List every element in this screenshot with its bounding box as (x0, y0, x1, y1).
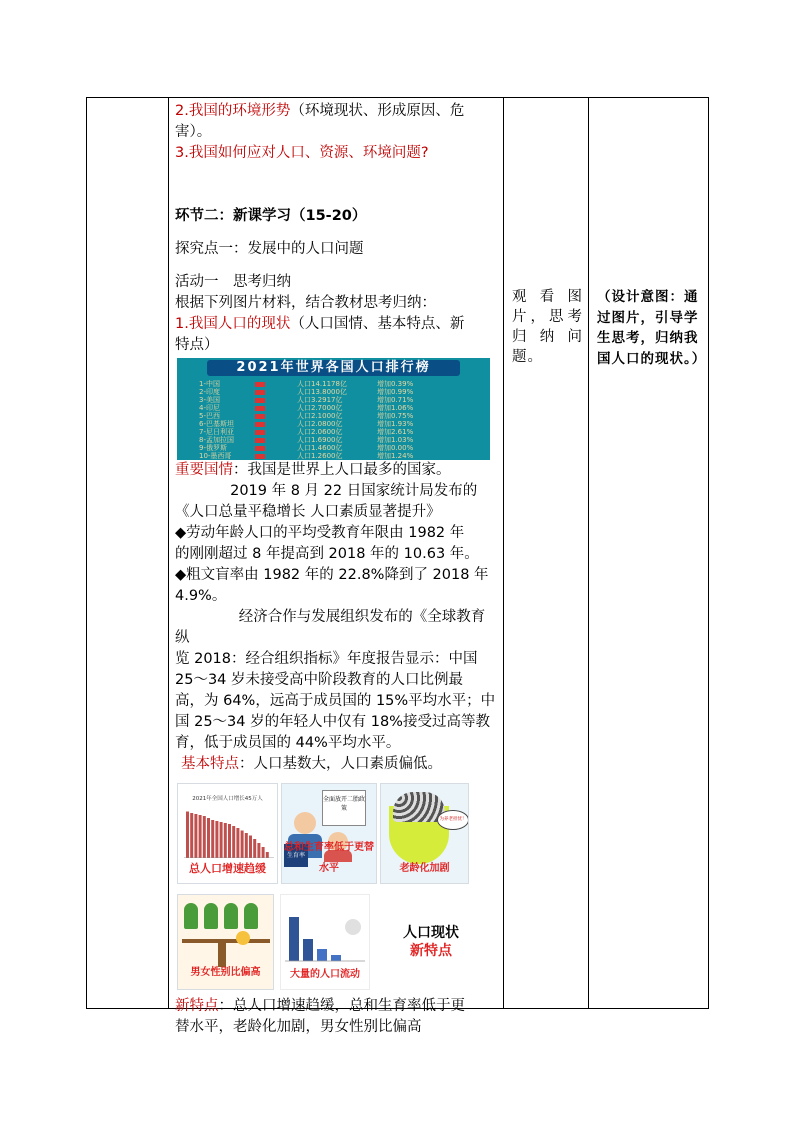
img2-caption: 总和生育率低于更替水平 (284, 842, 374, 874)
growth-bar (211, 820, 214, 858)
basic-feature-text: ：人口基数大，人口素质偏低。 (239, 756, 442, 772)
ranking-name: 3-美国 (199, 396, 220, 404)
ranking-name: 8-孟加拉国 (199, 436, 234, 444)
lesson-plan-table (86, 97, 709, 1035)
ranking-row (177, 444, 490, 452)
national-condition-text: ：我国是世界上人口最多的国家。 (233, 462, 451, 478)
flag-icon (255, 422, 265, 427)
oecd-line-3: 25～34 岁未接受高中阶段教育的人口比例最 (175, 672, 464, 688)
gender-ratio-image (177, 894, 274, 990)
ranking-row (177, 420, 490, 428)
ranking-row (177, 428, 490, 436)
item3-title: 3.我国如何应对人口、资源、环境问题? (175, 145, 429, 161)
ranking-pop: 人口3.2917亿 (297, 396, 343, 404)
ranking-pop: 人口2.1000亿 (297, 412, 343, 420)
growth-bar (249, 836, 252, 859)
ranking-row (177, 388, 490, 396)
growth-bar (245, 833, 248, 858)
growth-bar (190, 813, 193, 858)
ranking-growth: 增加1.06% (377, 404, 414, 412)
growth-bars-graphic (178, 796, 277, 866)
ranking-growth: 增加0.71% (377, 396, 414, 404)
oecd-line-5: 国 25～34 岁的年轻人中仅有 18%接受过高等教 (175, 714, 490, 730)
growth-bar (228, 824, 231, 858)
ranking-row (177, 412, 490, 420)
men-figures-icon (184, 903, 264, 929)
ranking-pop: 人口1.6900亿 (297, 436, 343, 444)
growth-bar (207, 818, 210, 858)
fertility-sign: 生育率 (284, 844, 308, 867)
ranking-pop: 人口2.0800亿 (297, 420, 343, 428)
growth-bar (194, 814, 197, 858)
oecd-line-6: 育，低于成员国的 44%平均水平。 (175, 735, 401, 751)
new-feature-label: 新特点 (175, 998, 219, 1014)
section-title: 环节二：新课学习（15-20） (175, 208, 367, 224)
flag-icon (255, 446, 265, 451)
ranking-name: 1-中国 (199, 380, 220, 388)
ranking-name: 7-尼日利亚 (199, 428, 234, 436)
oecd-line-2: 览 2018：经合组织指标》年度报告显示：中国 (175, 651, 478, 667)
item2-detail: （环境现状、形成原因、危 (290, 103, 465, 119)
ranking-row (177, 436, 490, 444)
flag-icon (255, 414, 265, 419)
flag-icon (255, 438, 265, 443)
growth-bar (186, 812, 189, 859)
ranking-growth: 增加0.00% (377, 444, 414, 452)
ranking-pop: 人口14.1178亿 (297, 380, 347, 388)
flag-icon (255, 406, 265, 411)
ranking-row (177, 396, 490, 404)
population-flow-image (280, 894, 370, 990)
ranking-pop: 人口2.0600亿 (297, 428, 343, 436)
ranking-name: 6-巴基斯坦 (199, 420, 234, 428)
instruction-text: 根据下列图片材料，结合教材思考归纳： (175, 295, 436, 311)
report-line-1: 2019 年 8 月 22 日国家统计局发布的 (230, 483, 478, 499)
ranking-name: 4-印尼 (199, 404, 220, 412)
report-line-2: 《人口总量平稳增长 人口素质显著提升》 (175, 504, 441, 520)
item2-detail-cont: 害）。 (175, 124, 212, 140)
student-activity-cell (504, 98, 589, 1009)
ranking-growth: 增加0.75% (377, 412, 414, 420)
img5-caption: 大量的人口流动 (290, 969, 360, 980)
ranking-growth: 增加1.03% (377, 436, 414, 444)
policy-board: 全面放开二胎政策 (322, 790, 366, 826)
img1-title: 2021年全国人口增长45万人 (192, 796, 263, 802)
growth-bar (224, 823, 227, 858)
flag-icon (255, 398, 265, 403)
new-feature-heading-a: 人口现状 (403, 925, 459, 941)
national-condition-label: 重要国情 (175, 462, 233, 478)
activity-label: 活动一 思考归纳 (175, 274, 291, 290)
ranking-name: 10-墨西哥 (199, 452, 232, 460)
new-feature-heading (376, 894, 486, 990)
item1-title: 1.我国人口的现状 (175, 316, 291, 332)
growth-bar (236, 828, 239, 858)
growth-bar (220, 822, 223, 858)
item1-detail: （人口国情、基本特点、新 (290, 316, 465, 332)
growth-bar (262, 847, 265, 858)
worry-bubble: 为养老担忧！ (437, 810, 469, 830)
fertility-rate-image (281, 783, 377, 884)
ranking-growth: 增加0.99% (377, 388, 414, 396)
new-feature-text: ：总人口增速趋缓，总和生育率低于更 (218, 998, 465, 1014)
bullet-2b: 4.9%。 (175, 588, 227, 604)
ranking-row (177, 404, 490, 412)
img4-caption: 男女性别比偏高 (190, 967, 261, 978)
balance-beam-icon (182, 939, 270, 943)
student-activity-text: 观看图片，思考归纳问题。 (512, 289, 583, 365)
ranking-row (177, 452, 490, 460)
bullet-2a: ◆粗文盲率由 1982 年的 22.8%降到了 2018 年 (175, 567, 489, 583)
person-head-icon (294, 812, 316, 834)
migration-bars-graphic (281, 899, 369, 969)
item2-title: 2.我国的环境形势 (175, 103, 291, 119)
explore-point: 探究点一：发展中的人口问题 (175, 241, 364, 257)
item1-detail-cont: 特点） (175, 337, 219, 353)
flag-icon (255, 382, 265, 387)
growth-bar (232, 826, 235, 858)
growth-bar (241, 831, 244, 859)
ranking-growth: 增加0.39% (377, 380, 414, 388)
bullet-1b: 的刚刚超过 8 年提高到 2018 年的 10.63 年。 (175, 546, 479, 562)
flag-icon (255, 390, 265, 395)
aging-image (380, 783, 469, 884)
content-cell (169, 98, 504, 1035)
oecd-line-1: 经济合作与发展组织发布的《全球教育纵 (175, 609, 486, 646)
ranking-name: 2-印度 (199, 388, 220, 396)
woman-figure-icon (236, 931, 250, 945)
oecd-line-4: 高，为 64%，远高于成员国的 15%平均水平；中 (175, 693, 496, 709)
empty-column-cell (87, 98, 169, 1009)
bullet-1a: ◆劳动年龄人口的平均受教育年限由 1982 年 (175, 525, 465, 541)
growth-bar (215, 821, 218, 858)
ranking-name: 5-巴西 (199, 412, 220, 420)
ranking-pop: 人口13.8000亿 (297, 388, 347, 396)
ranking-growth: 增加1.93% (377, 420, 414, 428)
growth-bar (203, 816, 206, 858)
ranking-row (177, 380, 490, 388)
population-growth-chart-image (177, 783, 278, 884)
ranking-title: 2021年世界各国人口排行榜 (207, 360, 460, 376)
design-intent-cell (589, 98, 709, 1009)
new-feature-text-cont: 替水平，老龄化加剧，男女性别比偏高 (175, 1019, 422, 1035)
design-intent-text: （设计意图：通过图片，引导学生思考，归纳我国人口的现状。） (597, 289, 707, 367)
new-feature-heading-b: 新特点 (410, 943, 452, 959)
flag-icon (255, 430, 265, 435)
ranking-name: 9-俄罗斯 (199, 444, 227, 452)
basic-feature-label: 基本特点 (181, 756, 239, 772)
ranking-growth: 增加2.61% (377, 428, 414, 436)
growth-bar (257, 843, 260, 858)
ranking-pop: 人口1.2600亿 (297, 452, 343, 460)
population-ranking-image (177, 358, 490, 460)
ranking-pop: 人口1.4600亿 (297, 444, 343, 452)
flag-icon (255, 454, 265, 459)
ranking-pop: 人口2.7000亿 (297, 404, 343, 412)
growth-bar (253, 839, 256, 858)
growth-bar (199, 815, 202, 858)
img1-caption: 总人口增速趋缓 (178, 858, 277, 879)
img3-caption: 老龄化加剧 (399, 863, 450, 874)
ranking-growth: 增加1.24% (377, 452, 414, 460)
